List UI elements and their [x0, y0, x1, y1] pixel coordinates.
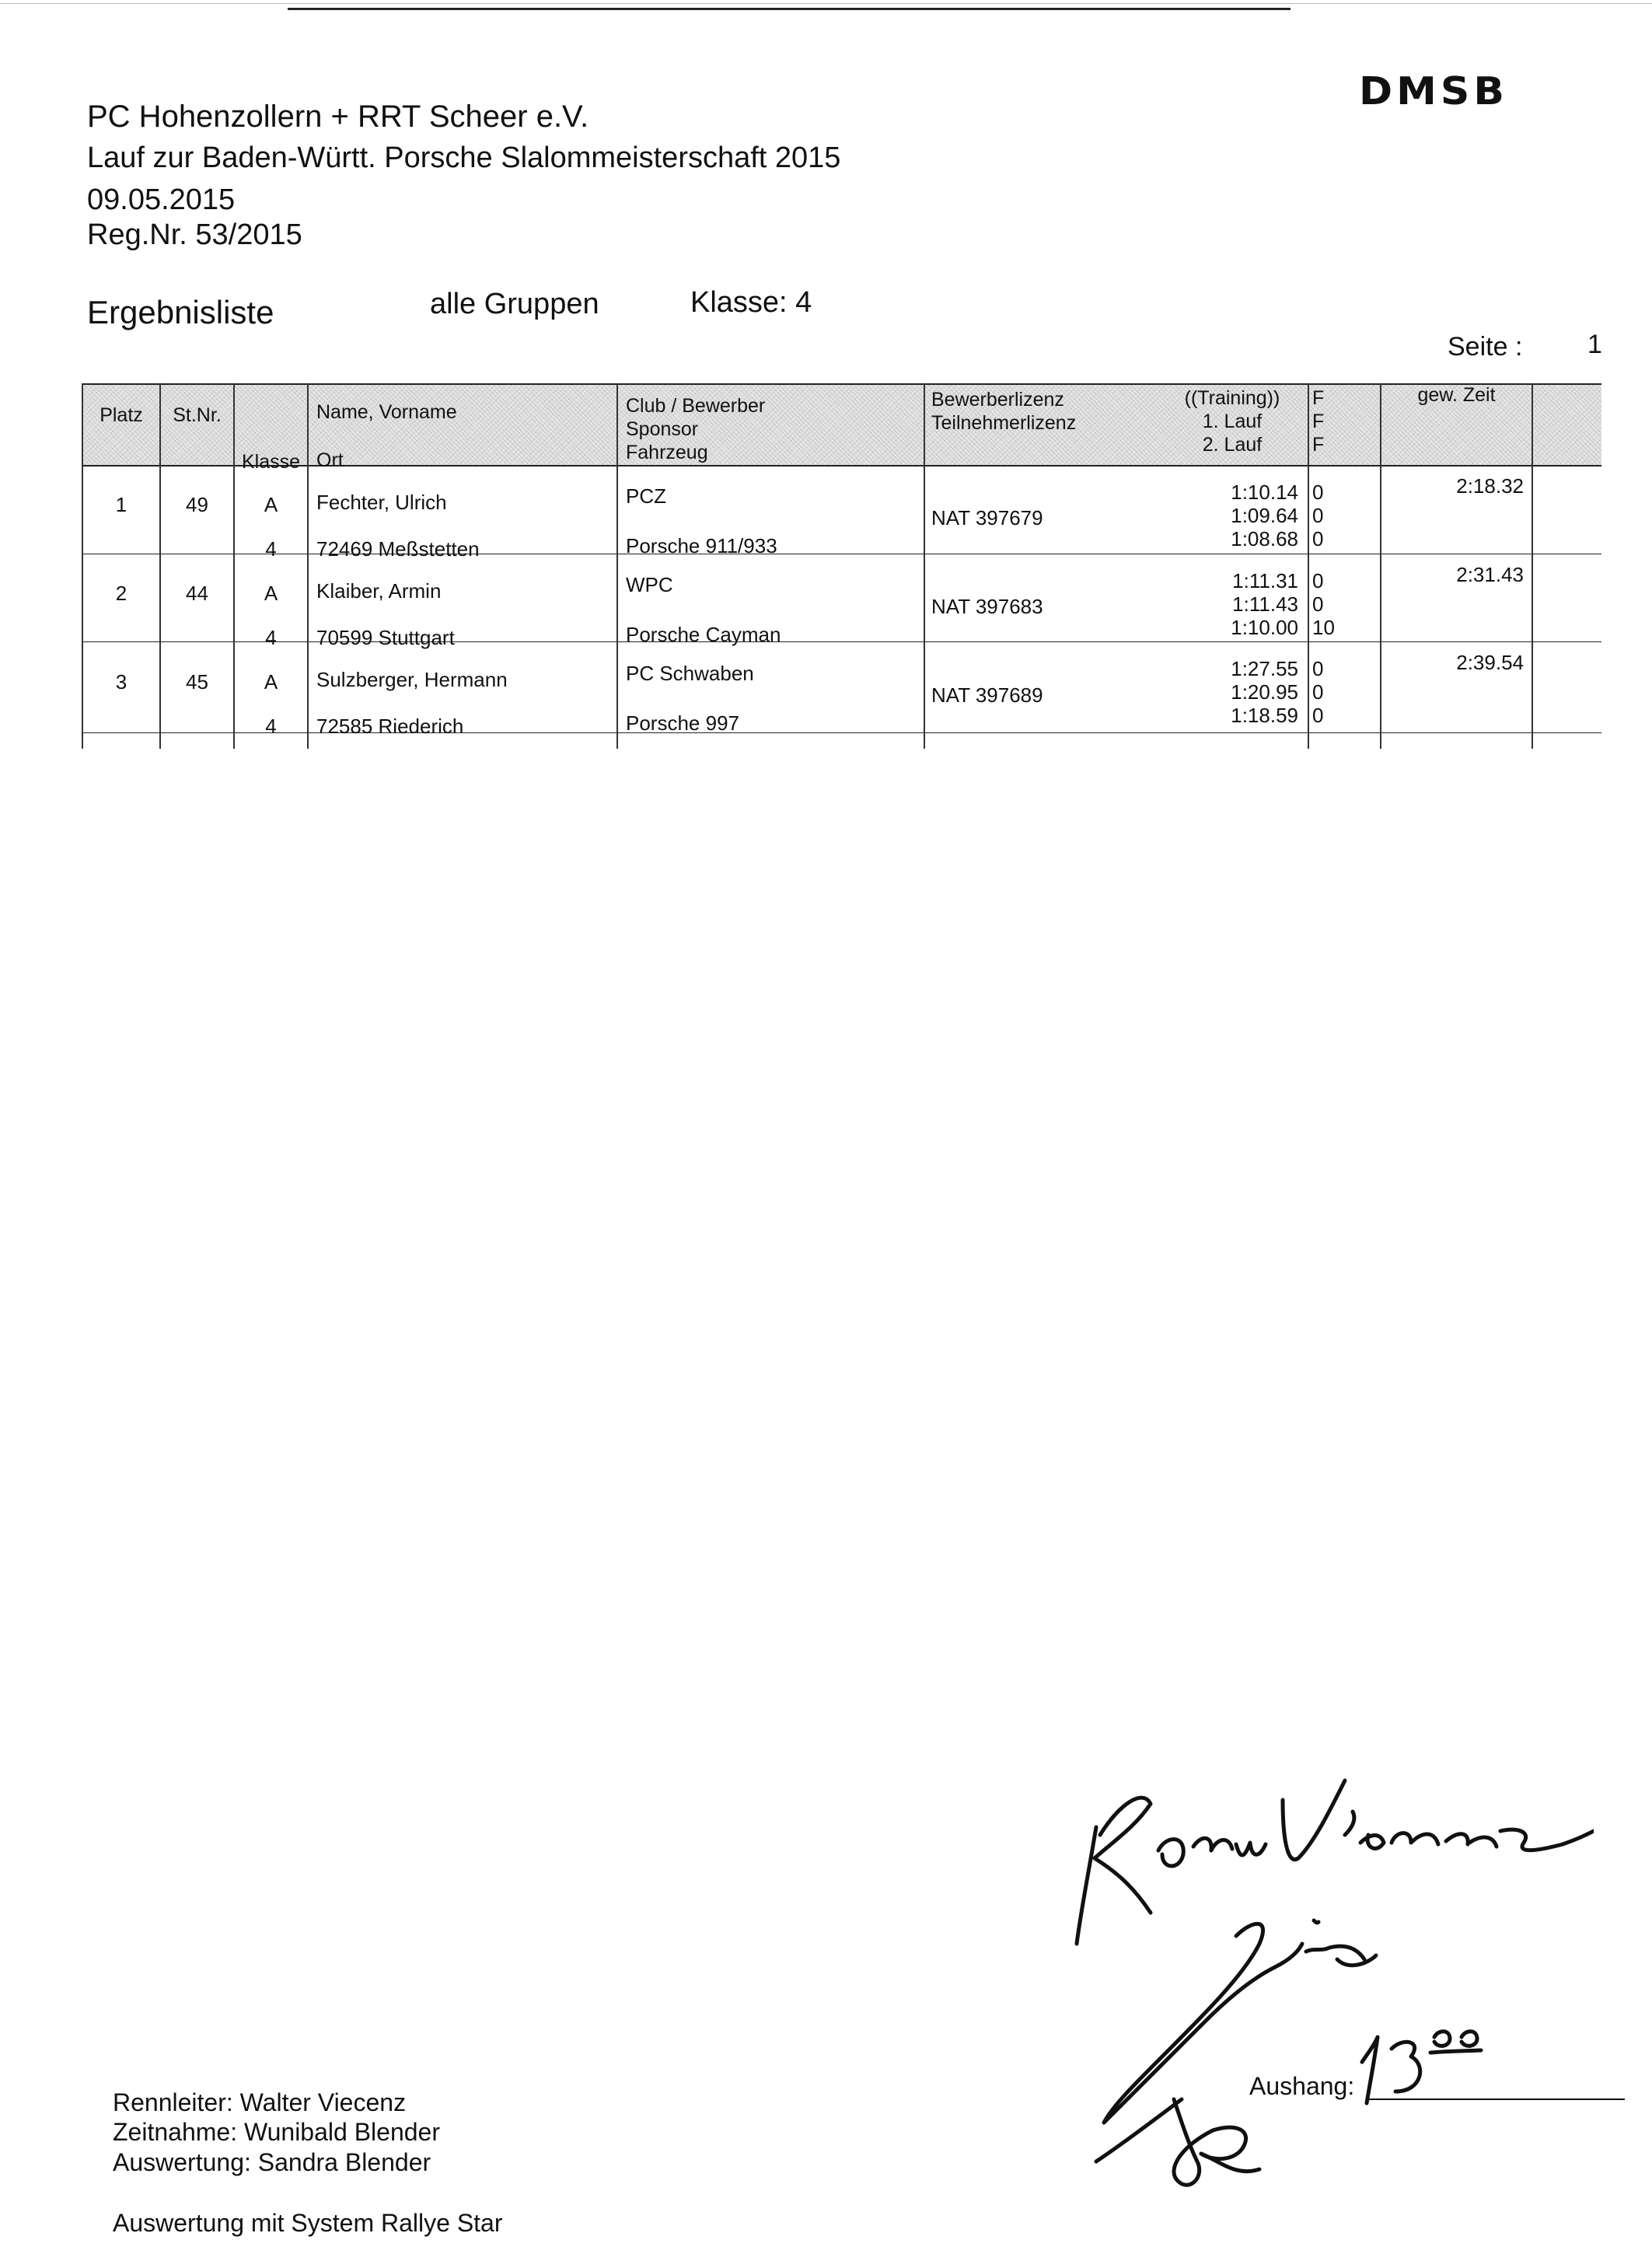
- scan-edge: [0, 3, 1652, 4]
- header-fahrzeug: Fahrzeug: [626, 442, 708, 463]
- header-gew-zeit: gew. Zeit: [1417, 384, 1496, 406]
- cell-time-lauf2: 1:10.00: [1231, 616, 1298, 639]
- cell-fahrzeug: Porsche Cayman: [626, 623, 781, 646]
- page-number: 1: [1587, 330, 1602, 359]
- cell-fault: 0: [1312, 680, 1324, 704]
- cell-time-lauf2: 1:08.68: [1231, 527, 1298, 550]
- cell-fault: 0: [1312, 592, 1324, 616]
- cell-platz: 3: [115, 670, 127, 694]
- rennleiter: Rennleiter: Walter Viecenz: [113, 2088, 407, 2116]
- cell-lizenz: NAT 397689: [931, 683, 1043, 707]
- header-sponsor: Sponsor: [626, 418, 699, 440]
- cell-klasse: 4: [265, 537, 277, 561]
- cell-fahrzeug: Porsche 911/933: [626, 534, 777, 557]
- header-club: Club / Bewerber: [626, 395, 766, 417]
- cell-name: Sulzberger, Hermann: [316, 668, 508, 691]
- cell-time-lauf1: 1:09.64: [1231, 504, 1298, 527]
- cell-klasse: 4: [265, 626, 277, 649]
- event-title: Lauf zur Baden-Württ. Porsche Slalommeisterschaft 2015: [87, 142, 841, 174]
- header-training: ((Training)): [1184, 387, 1280, 409]
- cell-gew-zeit: 2:31.43: [1456, 563, 1524, 586]
- cell-fault: 0: [1312, 657, 1324, 680]
- rule: [82, 641, 1601, 642]
- cell-fault: 0: [1312, 504, 1324, 527]
- header-f1: F: [1312, 387, 1325, 409]
- header-platz: Platz: [100, 404, 143, 426]
- header-name: Name, Vorname: [316, 401, 457, 423]
- dmsb-logo: DMSB: [1359, 69, 1508, 114]
- cell-gruppe: A: [264, 670, 278, 694]
- handwritten-signatures: [1003, 1757, 1594, 2208]
- zeitnahme: Zeitnahme: Wunibald Blender: [113, 2118, 440, 2146]
- table-header-band: [82, 383, 1601, 467]
- list-title: Ergebnisliste: [87, 294, 274, 330]
- cell-platz: 2: [115, 582, 127, 605]
- cell-time-training: 1:10.14: [1231, 481, 1298, 504]
- registration-number: Reg.Nr. 53/2015: [87, 218, 302, 251]
- cell-club: PCZ: [626, 484, 666, 508]
- organizer-title: PC Hohenzollern + RRT Scheer e.V.: [87, 100, 589, 134]
- cell-gruppe: A: [264, 582, 278, 605]
- cell-gew-zeit: 2:18.32: [1456, 474, 1524, 498]
- header-f2: F: [1312, 411, 1325, 432]
- col-divider: [1532, 383, 1533, 749]
- header-teilnehmerlizenz: Teilnehmerlizenz: [931, 412, 1077, 434]
- aushang-label: Aushang:: [1249, 2072, 1355, 2100]
- col-divider: [924, 383, 925, 749]
- class-filter: Klasse: 4: [690, 286, 812, 319]
- col-divider: [307, 383, 309, 749]
- cell-stnr: 49: [186, 493, 208, 516]
- cell-ort: 70599 Stuttgart: [316, 626, 455, 649]
- results-table: [82, 383, 1601, 749]
- cell-name: Fechter, Ulrich: [316, 491, 447, 514]
- cell-club: WPC: [626, 573, 673, 596]
- auswertung: Auswertung: Sandra Blender: [113, 2148, 431, 2176]
- cell-fahrzeug: Porsche 997: [626, 711, 739, 735]
- cell-klasse: 4: [265, 715, 277, 738]
- cell-club: PC Schwaben: [626, 662, 754, 685]
- cell-gew-zeit: 2:39.54: [1456, 651, 1524, 674]
- group-filter: alle Gruppen: [430, 288, 599, 320]
- header-f3: F: [1312, 434, 1325, 456]
- cell-ort: 72469 Meßstetten: [316, 537, 480, 561]
- col-divider: [616, 383, 618, 749]
- header-lauf2: 2. Lauf: [1202, 434, 1263, 456]
- rule: [82, 383, 1601, 385]
- col-divider: [1380, 383, 1381, 749]
- header-stnr: St.Nr.: [173, 404, 222, 426]
- cell-time-lauf2: 1:18.59: [1231, 704, 1298, 727]
- col-divider: [159, 383, 161, 749]
- scan-top-rule: [288, 8, 1291, 10]
- aushang-line: [1368, 2099, 1625, 2100]
- cell-platz: 1: [115, 493, 127, 516]
- cell-time-training: 1:27.55: [1231, 657, 1298, 680]
- cell-stnr: 45: [186, 670, 208, 694]
- cell-fault: 0: [1312, 481, 1324, 504]
- cell-fault: 0: [1312, 569, 1324, 592]
- cell-time-lauf1: 1:11.43: [1232, 592, 1298, 616]
- rule: [82, 732, 1601, 733]
- cell-gruppe: A: [264, 493, 278, 516]
- cell-lizenz: NAT 397679: [931, 506, 1043, 529]
- cell-lizenz: NAT 397683: [931, 595, 1043, 618]
- header-klasse: Klasse: [241, 451, 301, 473]
- cell-fault: 10: [1312, 616, 1335, 639]
- event-date: 09.05.2015: [87, 183, 236, 216]
- cell-time-training: 1:11.31: [1232, 569, 1298, 592]
- header-ort: Ort: [316, 449, 344, 471]
- page-label: Seite :: [1448, 332, 1523, 362]
- cell-stnr: 44: [186, 582, 208, 605]
- cell-fault: 0: [1312, 527, 1324, 550]
- header-bewerberlizenz: Bewerberlizenz: [931, 389, 1064, 411]
- cell-name: Klaiber, Armin: [316, 579, 442, 603]
- cell-ort: 72585 Riederich: [316, 715, 464, 738]
- rule: [82, 465, 1601, 467]
- header-lauf1: 1. Lauf: [1202, 411, 1263, 432]
- col-divider: [233, 383, 235, 749]
- auswertung-system: Auswertung mit System Rallye Star: [113, 2209, 503, 2237]
- cell-fault: 0: [1312, 704, 1324, 727]
- col-divider: [82, 383, 83, 749]
- cell-time-lauf1: 1:20.95: [1231, 680, 1298, 704]
